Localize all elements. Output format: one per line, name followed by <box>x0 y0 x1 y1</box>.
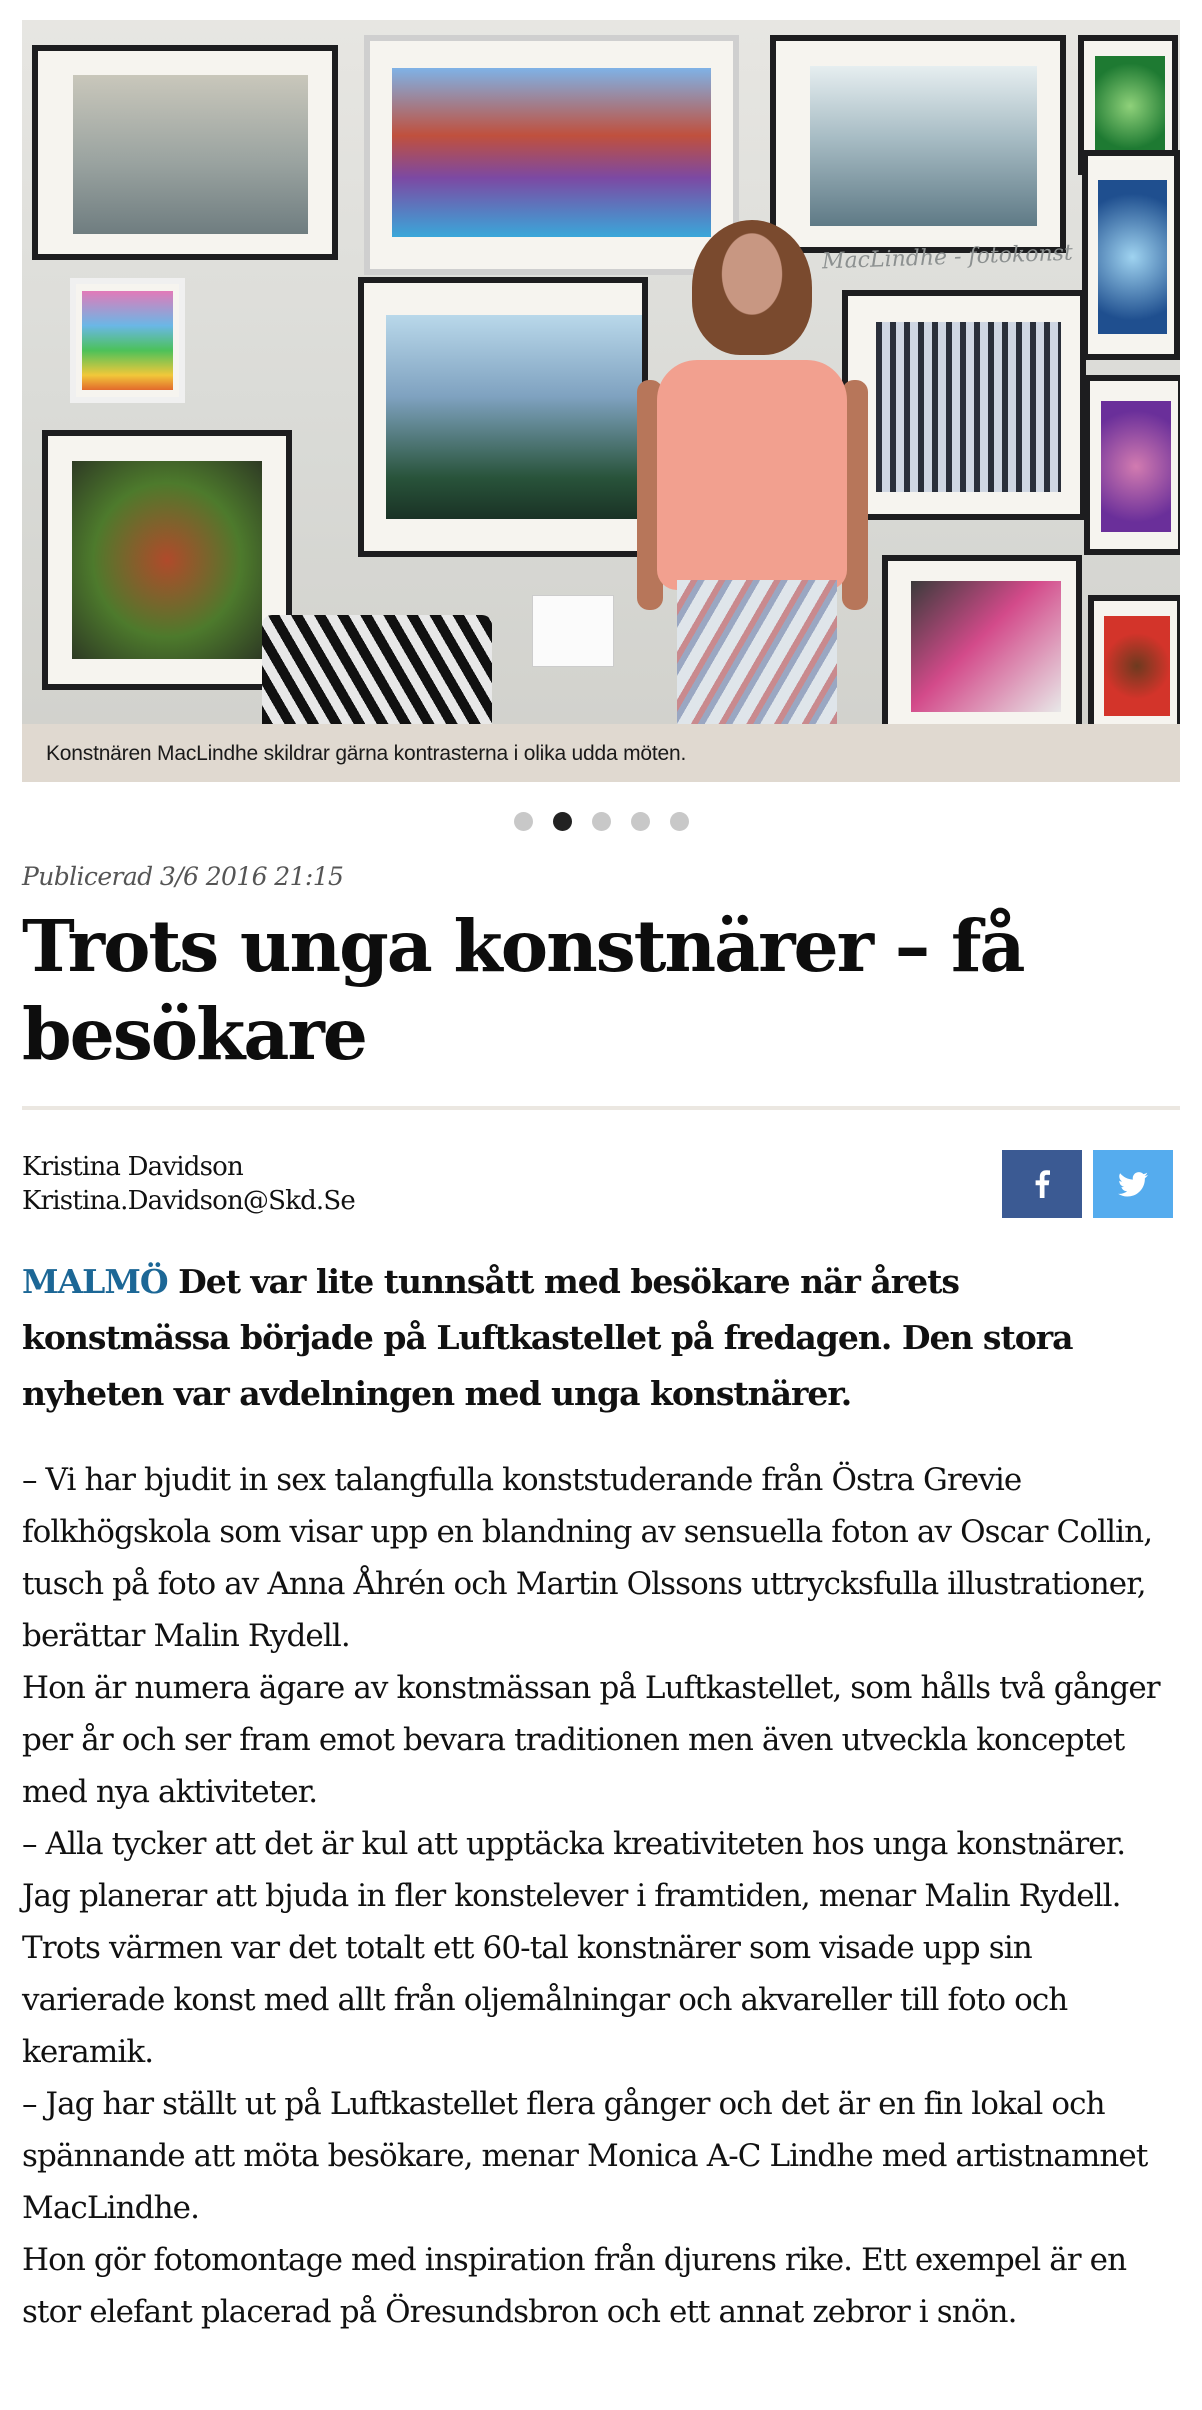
handwritten-note <box>532 595 614 667</box>
dateline: MALMÖ <box>22 1262 168 1301</box>
author-name: Kristina Davidson <box>22 1152 243 1182</box>
facebook-icon <box>1034 1170 1050 1198</box>
pillow <box>262 615 492 724</box>
lead-text: Det var lite tunnsått med besökare när årets konstmässa började på Luftkastellet på fredagen. Den stora nyheten var avdelningen med unga konstnärer. <box>22 1262 1073 1413</box>
share-twitter-button[interactable] <box>1093 1150 1173 1218</box>
artwork-red-frame <box>1088 595 1180 724</box>
published-date: Publicerad 3/6 2016 21:15 <box>22 862 344 891</box>
artwork-bubble-frame <box>1082 150 1180 360</box>
article-body <box>22 1454 1182 2338</box>
divider <box>22 1106 1180 1110</box>
article-lead <box>22 1254 1172 1422</box>
artwork-purple-frame <box>1084 375 1180 555</box>
body-paragraph-6: Hon gör fotomontage med inspiration från djurens rike. Ett exempel är en stor elefant placerad på Öresundsbron och ett annat zebror i snön. <box>22 2242 1127 2330</box>
gallery-dot-3[interactable] <box>592 812 611 831</box>
body-paragraph-2: Hon är numera ägare av konstmässan på Luftkastellet, som hålls två gånger per år och ser fram emot bevara traditionen men även utveckla konceptet med nya aktiviteter. <box>22 1670 1160 1810</box>
gallery-dot-2-active[interactable] <box>553 812 572 831</box>
artwork-elephant-frame <box>32 45 338 260</box>
author-email[interactable]: Kristina.Davidson@Skd.Se <box>22 1186 355 1216</box>
artist-photo <box>637 220 877 724</box>
gallery-dot-4[interactable] <box>631 812 650 831</box>
image-caption: Konstnären MacLindhe skildrar gärna kontrasterna i olika udda möten. <box>46 742 687 765</box>
body-paragraph-4: Trots värmen var det totalt ett 60-tal konstnärer som visade upp sin varierade konst med allt från oljemålningar och akvareller till foto och keramik. <box>22 1930 1068 2070</box>
share-facebook-button[interactable] <box>1002 1150 1082 1218</box>
gallery-pagination <box>0 812 1202 831</box>
artwork-zebra-frame <box>882 555 1082 724</box>
byline <box>22 1150 355 1218</box>
artwork-bubbles-frame <box>358 277 648 557</box>
body-paragraph-3: – Alla tycker att det är kul att upptäcka kreativiteten hos unga konstnärer. Jag planerar att bjuda in fler konstelever i framtiden, menar Malin Rydell. <box>22 1826 1126 1914</box>
article-title: Trots unga konstnärer – få besökare <box>22 904 1024 1076</box>
gallery-image[interactable] <box>22 20 1180 724</box>
image-caption-bar <box>22 724 1180 782</box>
twitter-icon <box>1118 1172 1148 1197</box>
artwork-winter-forest-frame <box>842 290 1086 520</box>
body-paragraph-5: – Jag har ställt ut på Luftkastellet flera gånger och det är en fin lokal och spännande att möta besökare, menar Monica A-C Lindhe med artistnamnet MacLindhe. <box>22 2086 1148 2226</box>
wall-signature: MacLindhe - fotokonst <box>821 240 1074 275</box>
body-paragraph-1: – Vi har bjudit in sex talangfulla konststuderande från Östra Grevie folkhögskola som visar upp en blandning av sensuella foton av Oscar Collin, tusch på foto av Anna Åhrén och Martin Olssons uttrycksfulla illustrationer, berättar Malin Rydell. <box>22 1462 1153 1654</box>
gallery-dot-5[interactable] <box>670 812 689 831</box>
artwork-rainbow-frame <box>70 278 185 403</box>
gallery-dot-1[interactable] <box>514 812 533 831</box>
artwork-rhino-frame <box>42 430 292 690</box>
